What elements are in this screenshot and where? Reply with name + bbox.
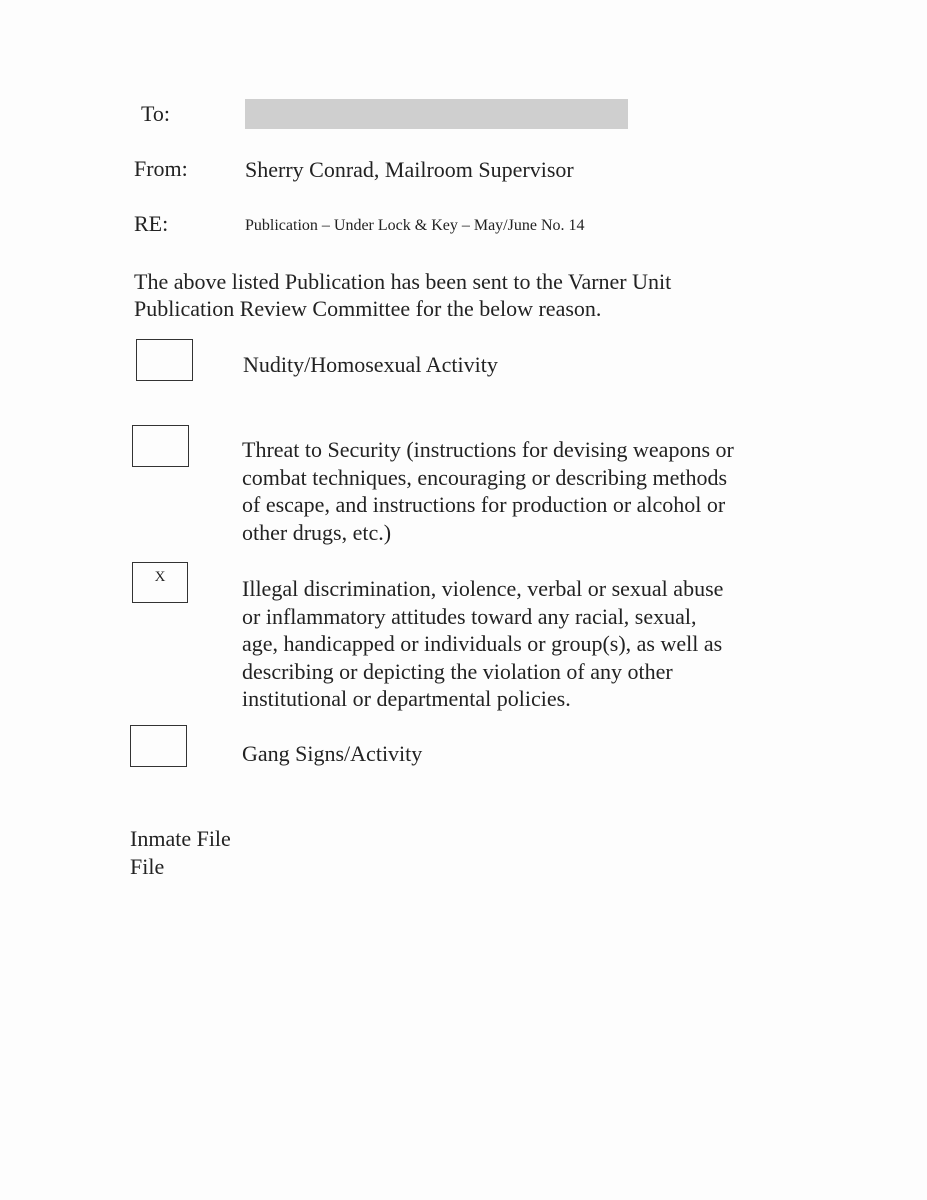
reason-line: Nudity/Homosexual Activity xyxy=(243,352,498,377)
reason-line: age, handicapped or individuals or group(s), as well as xyxy=(242,631,723,656)
checkbox-gang[interactable] xyxy=(130,725,187,767)
checkbox-nudity[interactable] xyxy=(136,339,193,381)
cc-list xyxy=(130,825,231,881)
checkbox-security[interactable] xyxy=(132,425,189,467)
checkbox-mark: X xyxy=(154,569,166,585)
redacted-recipient xyxy=(245,99,628,129)
reason-line: institutional or departmental policies. xyxy=(242,686,571,711)
reason-gang-text xyxy=(242,740,422,768)
intro-paragraph xyxy=(134,268,671,322)
intro-line: Publication Review Committee for the below reason. xyxy=(134,296,602,321)
reason-line: Threat to Security (instructions for devising weapons or xyxy=(242,437,734,462)
to-label: To: xyxy=(141,101,171,126)
checkbox-discrimination[interactable] xyxy=(132,562,188,603)
from-label: From: xyxy=(134,156,188,181)
re-label: RE: xyxy=(134,211,169,236)
reason-security-text xyxy=(242,436,734,546)
from-value: Sherry Conrad, Mailroom Supervisor xyxy=(245,157,574,182)
reason-line: other drugs, etc.) xyxy=(242,519,392,545)
re-value: Publication – Under Lock & Key – May/June No. 14 xyxy=(245,217,585,234)
reason-line: Gang Signs/Activity xyxy=(242,741,423,766)
reason-line: describing or depicting the violation of any other xyxy=(242,658,673,684)
reason-line: of escape, and instructions for production or alcohol or xyxy=(242,492,726,517)
cc-line: Inmate File xyxy=(130,826,231,851)
intro-line: The above listed Publication has been sent to the Varner Unit xyxy=(134,269,672,294)
reason-nudity-text xyxy=(243,351,498,379)
cc-line: File xyxy=(130,854,165,879)
reason-line: combat techniques, encouraging or describing methods xyxy=(242,464,728,490)
reason-line: or inflammatory attitudes toward any racial, sexual, xyxy=(242,603,697,629)
reason-line: Illegal discrimination, violence, verbal or sexual abuse xyxy=(242,576,724,601)
reason-discrimination-text xyxy=(242,575,723,713)
